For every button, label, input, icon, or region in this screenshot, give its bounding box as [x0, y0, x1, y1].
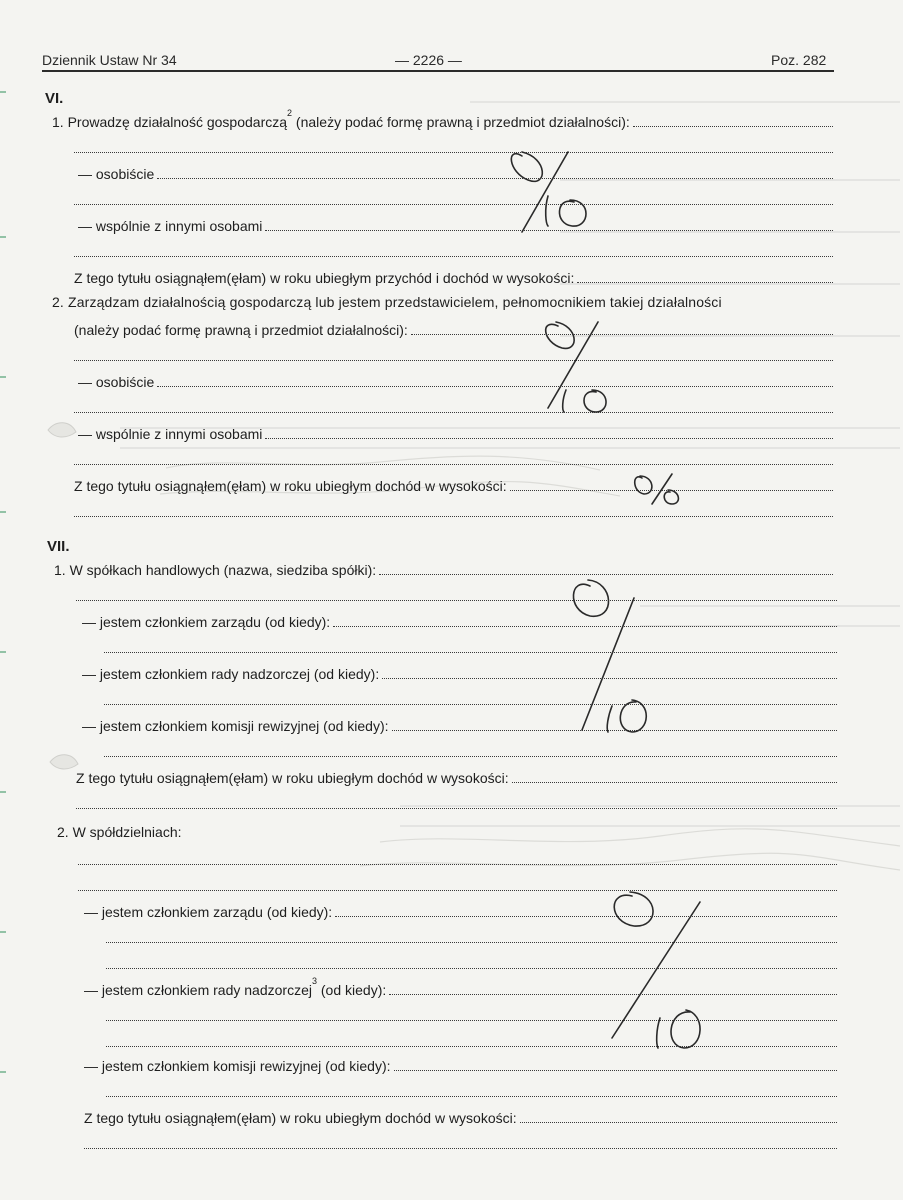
- journal-title: Dziennik Ustaw Nr 34: [42, 52, 177, 68]
- vi-q2-jointly-label: — wspólnie z innymi osobami: [78, 426, 263, 442]
- vii-q2-label: 2. W spółdzielniach:: [57, 824, 182, 840]
- vii-q1-income-field[interactable]: [76, 770, 837, 786]
- vi-q2-income-label: Z tego tytułu osiągnąłem(ęłam) w roku ubiegłym dochód w wysokości:: [74, 478, 507, 494]
- vii-q2-answer-line-1[interactable]: [78, 852, 837, 868]
- header-rule: [42, 70, 834, 72]
- vii-q1-board-label: — jestem członkiem zarządu (od kiedy):: [82, 614, 331, 630]
- vi-q1-answer-line[interactable]: [74, 140, 833, 156]
- vii-q1-board-line[interactable]: [104, 640, 837, 656]
- vi-q1-personally-label: — osobiście: [78, 166, 155, 182]
- vii-q2-audit-line[interactable]: [106, 1084, 837, 1100]
- vi-q2-personally-label: — osobiście: [78, 374, 155, 390]
- section-vii-heading: VII.: [47, 538, 70, 555]
- vii-q2-supervisory-label: — jestem członkiem rady nadzorczej$^3$ (od kiedy):: [84, 976, 387, 998]
- vi-q1-field[interactable]: [52, 108, 833, 130]
- punch-hole-marks: [48, 423, 78, 769]
- footnote-3: 3: [311, 976, 317, 987]
- vii-q1-income-line[interactable]: [76, 796, 837, 812]
- vii-q1-board-field[interactable]: [82, 614, 837, 630]
- vii-q1-supervisory-label: — jestem członkiem rady nadzorczej (od kiedy):: [82, 666, 380, 682]
- vii-q2-answer-line-2[interactable]: [78, 878, 837, 894]
- vii-q1-audit-line[interactable]: [104, 744, 837, 760]
- section-vi-heading: VI.: [45, 90, 64, 107]
- vi-q1-personally-field[interactable]: [78, 166, 833, 182]
- vii-q1-label: 1. W spółkach handlowych (nazwa, siedziba spółki):: [54, 562, 377, 578]
- vii-q2-board-field[interactable]: [84, 904, 837, 920]
- vii-q1-supervisory-field[interactable]: [82, 666, 837, 682]
- vi-q2-personally-field[interactable]: [78, 374, 833, 390]
- vi-q2-label-line2: (należy podać formę prawną i przedmiot działalności):: [74, 322, 408, 338]
- vi-q2-income-field[interactable]: [74, 478, 833, 494]
- vii-q1-supervisory-line[interactable]: [104, 692, 837, 708]
- vii-q1-field[interactable]: [54, 562, 833, 578]
- vii-q1-audit-field[interactable]: [82, 718, 837, 734]
- vii-q2-supervisory-line-1[interactable]: [106, 1008, 837, 1024]
- vi-q1-jointly-line[interactable]: [74, 244, 833, 260]
- vi-q1-label: 1. Prowadzę działalność gospodarczą$^2$ (należy podać formę prawną i przedmiot działalności):: [52, 108, 630, 130]
- vii-q2-board-line-1[interactable]: [106, 930, 837, 946]
- vi-q1-personally-line[interactable]: [74, 192, 833, 208]
- vii-q2-supervisory-field[interactable]: [84, 976, 837, 998]
- position-number: Poz. 282: [771, 52, 827, 68]
- vii-q2-supervisory-line-2[interactable]: [106, 1034, 837, 1050]
- vi-q2-income-line[interactable]: [74, 504, 833, 520]
- vi-q1-jointly-field[interactable]: [78, 218, 833, 234]
- vi-q2-label-line1: 2. Zarządzam działalnością gospodarczą lub jestem przedstawicielem, pełnomocnikiem takiej działalności: [52, 294, 722, 310]
- vii-q1-answer-line[interactable]: [76, 588, 837, 604]
- vii-q2-income-line[interactable]: [84, 1136, 837, 1152]
- vii-q2-audit-label: — jestem członkiem komisji rewizyjnej (od kiedy):: [84, 1058, 391, 1074]
- vi-q2-jointly-line[interactable]: [74, 452, 833, 468]
- vi-q1-income-label: Z tego tytułu osiągnąłem(ęłam) w roku ubiegłym przychód i dochód w wysokości:: [74, 270, 575, 286]
- vi-q1-income-field[interactable]: [74, 270, 833, 286]
- vii-q2-income-field[interactable]: [84, 1110, 837, 1126]
- vi-q1-jointly-label: — wspólnie z innymi osobami: [78, 218, 263, 234]
- vii-q1-income-label: Z tego tytułu osiągnąłem(ęłam) w roku ubiegłym dochód w wysokości:: [76, 770, 509, 786]
- vii-q2-audit-field[interactable]: [84, 1058, 837, 1074]
- vi-q2-personally-line[interactable]: [74, 400, 833, 416]
- vii-q2-board-label: — jestem członkiem zarządu (od kiedy):: [84, 904, 333, 920]
- vi-q2-answer-line[interactable]: [74, 348, 833, 364]
- vii-q2-income-label: Z tego tytułu osiągnąłem(ęłam) w roku ubiegłym dochód w wysokości:: [84, 1110, 517, 1126]
- vi-q2-field[interactable]: [74, 322, 833, 338]
- footnote-2: 2: [287, 108, 293, 119]
- vii-q2-label-line: [57, 824, 837, 840]
- margin-ticks: [0, 0, 10, 1200]
- vii-q1-audit-label: — jestem członkiem komisji rewizyjnej (od kiedy):: [82, 718, 389, 734]
- vi-q2-jointly-field[interactable]: [78, 426, 833, 442]
- page-number: — 2226 —: [395, 52, 462, 68]
- vii-q2-board-line-2[interactable]: [106, 956, 837, 972]
